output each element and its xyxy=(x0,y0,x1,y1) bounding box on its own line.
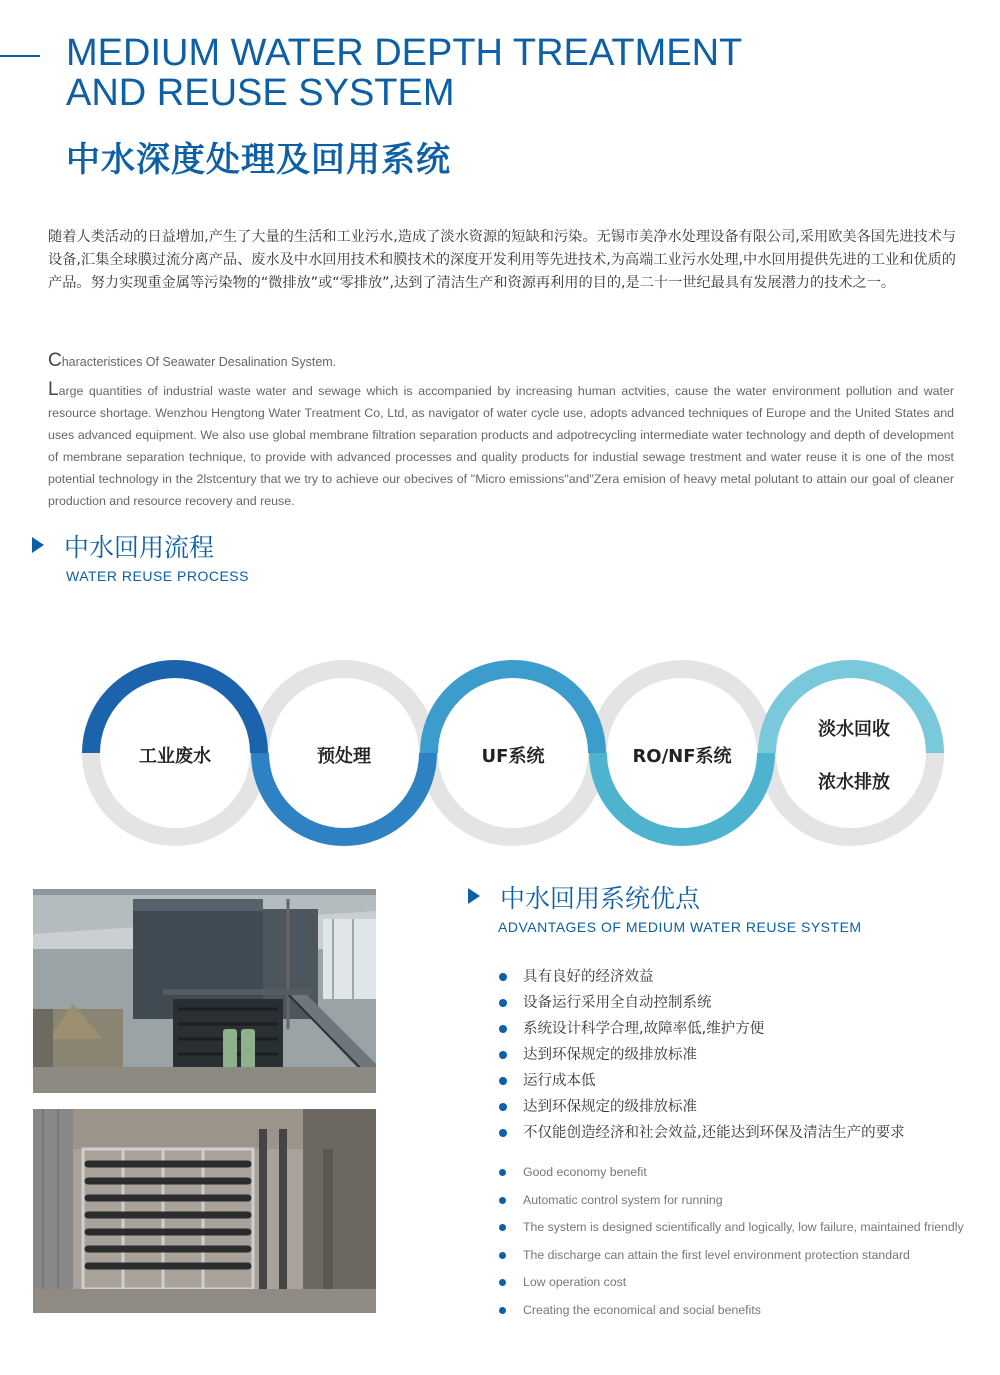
process-step-concentrate-discharge: 浓水排放 xyxy=(818,772,890,793)
list-item: 达到环保规定的级排放标准 xyxy=(497,1045,905,1071)
list-item: Low operation cost xyxy=(497,1273,964,1301)
process-step-freshwater-recovery: 淡水回收 xyxy=(818,719,890,740)
page-title-cn: 中水深度处理及回用系统 xyxy=(66,140,451,180)
process-title-en: WATER REUSE PROCESS xyxy=(66,568,249,584)
plant-photo-2 xyxy=(33,1109,376,1313)
list-item: Good economy benefit xyxy=(497,1163,964,1191)
process-step-industrial-wastewater: 工业废水 xyxy=(139,746,211,767)
page-title-en-line2: AND REUSE SYSTEM xyxy=(66,72,455,114)
advantages-title-en: ADVANTAGES OF MEDIUM WATER REUSE SYSTEM xyxy=(498,919,862,935)
process-step-ro-nf-system: RO/NF系统 xyxy=(632,746,732,767)
list-item: The discharge can attain the first level environment protection standard xyxy=(497,1246,964,1274)
plant-photo-1 xyxy=(33,889,376,1093)
title-accent-rule xyxy=(0,55,40,57)
plant-photo-1-illustration xyxy=(33,889,376,1093)
characteristics-subtitle-rest: haracteristices Of Seawater Desalination System. xyxy=(61,355,337,369)
list-item: 达到环保规定的级排放标准 xyxy=(497,1097,905,1123)
triangle-bullet-icon xyxy=(468,888,480,904)
list-item: 系统设计科学合理,故障率低,维护方便 xyxy=(497,1019,905,1045)
list-item: 具有良好的经济效益 xyxy=(497,967,905,993)
list-item: 设备运行采用全自动控制系统 xyxy=(497,993,905,1019)
characteristics-paragraph-rest: arge quantities of industrial waste water and sewage which is accompanied by increasing human actvities, cause the water environment pollution and water resource shortage. Wenzhou Hengtong Water Treatment Co, Ltd, as navigator of water cycle use, adopts advanced techniques of Europe and the United States and uses advanced equipment. We also use global membrane filtration separation products and adpotrecycling intermediate water technology and depth of development of membrane separation technique, to provide with advanced processes and quality products for industial sewage trestment and water reuse it is one of the most potential technology in the 2lstcentury that we try to achieve our obecives of "Micro emissions"and"Zera emision of heavy metal polutant to attain our goal of cleaner production and resource recovery and reuse. xyxy=(48,384,954,508)
characteristics-subtitle xyxy=(48,350,336,372)
list-item: Creating the economical and social benefits xyxy=(497,1301,964,1329)
process-title-cn: 中水回用流程 xyxy=(64,533,215,562)
advantages-list-en xyxy=(497,1163,964,1329)
plant-photo-2-illustration xyxy=(33,1109,376,1313)
triangle-bullet-icon xyxy=(32,537,44,553)
page-title-en xyxy=(66,33,966,113)
process-step-pretreatment: 预处理 xyxy=(317,746,371,767)
ring-arc-3 xyxy=(429,669,597,753)
advantages-list-cn xyxy=(497,967,905,1149)
list-item: The system is designed scientifically and logically, low failure, maintained friendly xyxy=(497,1218,964,1246)
process-step-uf-system: UF系统 xyxy=(481,746,545,767)
process-flow-diagram xyxy=(0,640,1000,870)
list-item: 不仅能创造经济和社会效益,还能达到环保及清洁生产的要求 xyxy=(497,1123,905,1149)
advantages-title-cn: 中水回用系统优点 xyxy=(500,884,701,913)
characteristics-paragraph-cap: L xyxy=(48,379,59,400)
ring-arc-1 xyxy=(91,669,259,753)
characteristics-paragraph xyxy=(48,379,954,512)
characteristics-subtitle-cap: C xyxy=(48,350,62,371)
intro-paragraph-cn: 随着人类活动的日益增加,产生了大量的生活和工业污水,造成了淡水资源的短缺和污染。无锡市美净水处理设备有限公司,采用欧美各国先进技术与设备,汇集全球膜过流分离产品、废水及中水回用技术和膜技术的深度开发利用等先进技术,为高端工业污水处理,中水回用提供先进的工业和优质的产品。努力实现重金属等污染物的“微排放”或“零排放”,达到了清洁生产和资源再利用的目的,是二十一世纪最具有发展潜力的技术之一。 xyxy=(48,229,956,291)
list-item: Automatic control system for running xyxy=(497,1191,964,1219)
list-item: 运行成本低 xyxy=(497,1071,905,1097)
page-title-en-line1: MEDIUM WATER DEPTH TREATMENT xyxy=(66,32,743,74)
